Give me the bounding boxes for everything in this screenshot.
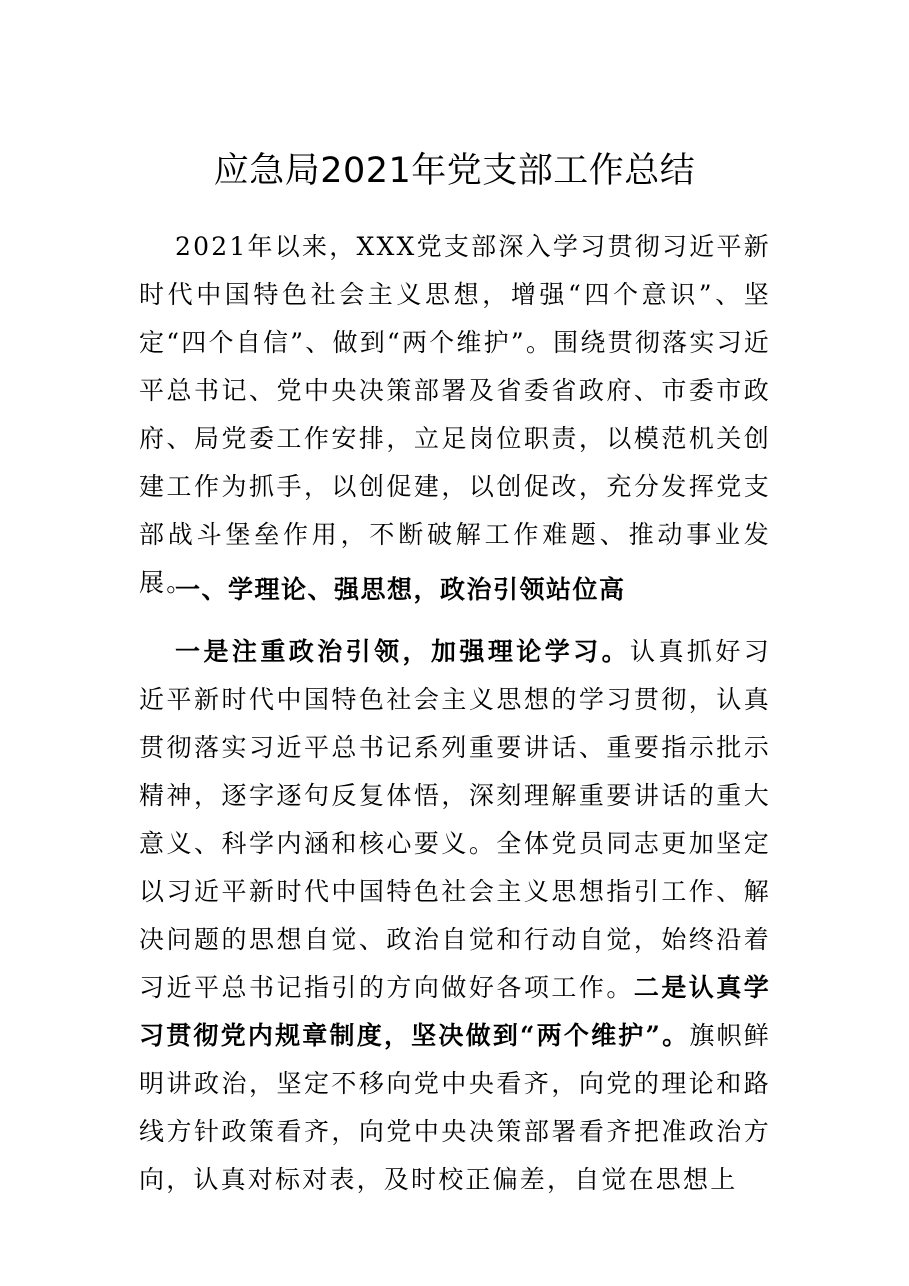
- point-lead-1: 一是注重政治引领，加强理论学习。: [175, 637, 631, 666]
- section-paragraph: [139, 628, 771, 1204]
- point-lead-2: 二是认真学习贯彻党内规章制度，坚决做到“两个维护”。: [139, 973, 771, 1050]
- point-text-2: 旗帜鲜明讲政治，坚定不移向党中央看齐，向党的理论和路线方针政策看齐，向党中央决策部署看齐把准政治方向，认真对标对表，及时校正偏差，自觉在思想上: [139, 1021, 771, 1194]
- point-text-1: 认真抓好习近平新时代中国特色社会主义思想的学习贯彻，认真贯彻落实习近平总书记系列重要讲话、重要指示批示精神，逐字逐句反复体悟，深刻理解重要讲话的重大意义、科学内涵和核心要义。全体党员同志更加坚定以习近平新时代中国特色社会主义思想指引工作、解决问题的思想自觉、政治自觉和行动自觉，始终沿着习近平总书记指引的方向做好各项工作。: [139, 637, 771, 1002]
- intro-paragraph: 2021年以来，XXX党支部深入学习贯彻习近平新时代中国特色社会主义思想，增强“四个意识”、坚定“四个自信”、做到“两个维护”。围绕贯彻落实习近平总书记、党中央决策部署及省委省政府、市委市政府、局党委工作安排，立足岗位职责，以模范机关创建工作为抓手，以创促建，以创促改，充分发挥党支部战斗堡垒作用，不断破解工作难题、推动事业发展。: [139, 232, 771, 597]
- document-title: 应急局2021年党支部工作总结: [213, 151, 696, 191]
- section-heading: 一、学理论、强思想，政治引领站位高: [175, 575, 626, 604]
